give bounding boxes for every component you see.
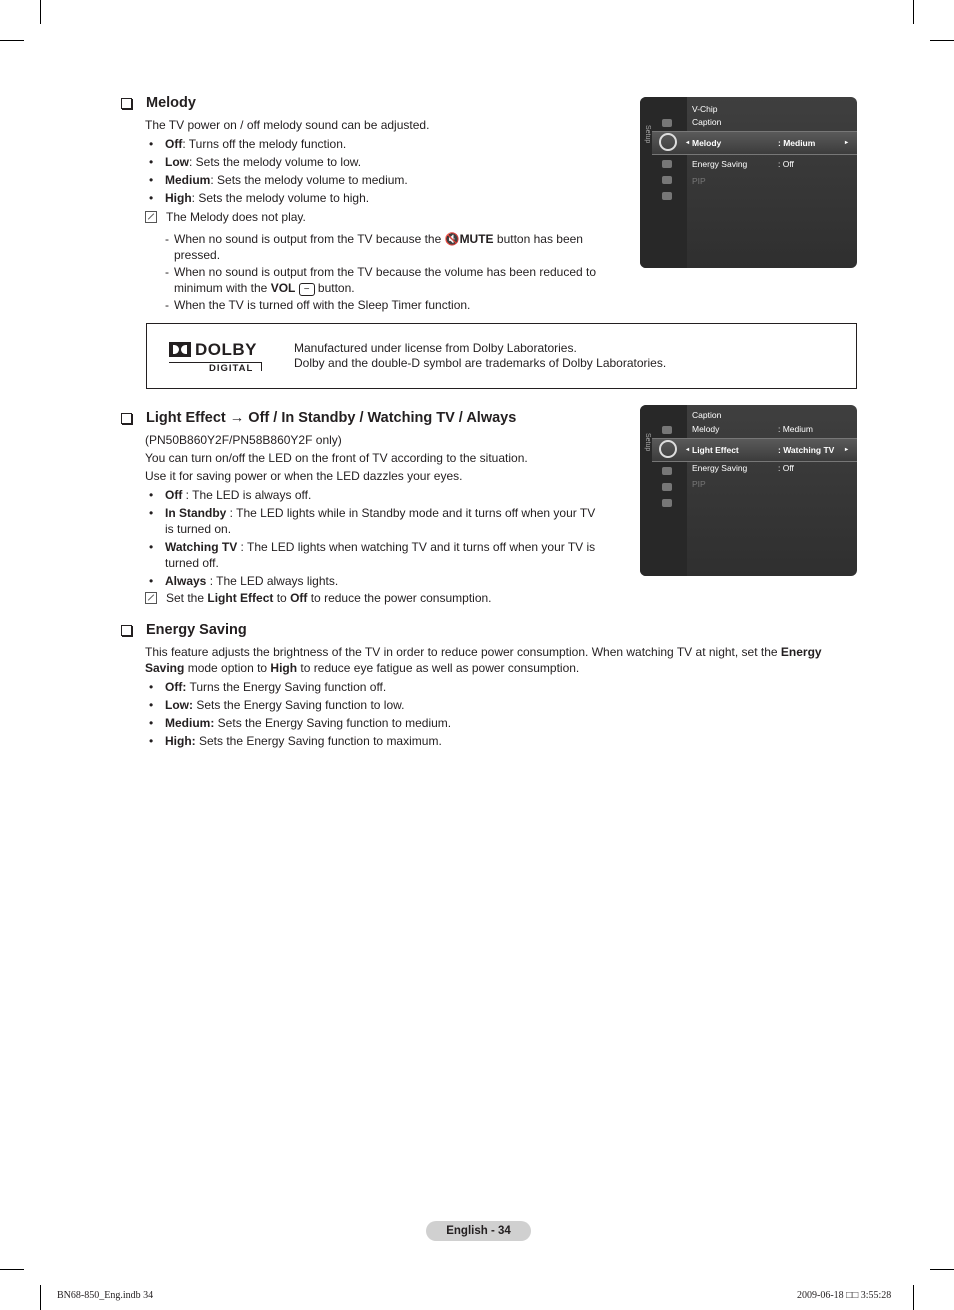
light-effect-desc-1: You can turn on/off the LED on the front of TV according to the situation. [145, 451, 528, 465]
list-item: • Off: Turns off the melody function. [145, 136, 408, 152]
list-item: • Off : The LED is always off. [145, 487, 607, 503]
checkbox-icon [121, 413, 132, 424]
melody-dash-item: - When no sound is output from the TV because the volume has been reduced to minimum with the VOL − button. [165, 265, 597, 295]
left-arrow-icon: ◂ [686, 140, 690, 146]
setup-gear-icon [659, 440, 677, 458]
menu-row-melody: ◂ Melody : Medium ▸ [652, 131, 857, 155]
melody-title: Melody [146, 95, 196, 111]
energy-saving-description: This feature adjusts the brightness of the TV in order to reduce power consumption. When watching TV at night, set the Energy Saving mode option to High to reduce eye fatigue as well as power consumption. [145, 645, 822, 675]
vol-minus-icon: − [299, 283, 315, 296]
light-effect-desc-2: Use it for saving power or when the LED dazzles your eyes. [145, 469, 463, 483]
crop-mark [0, 40, 24, 41]
light-effect-note: Set the Light Effect to Off to reduce the power consumption. [145, 591, 492, 605]
list-item: • Medium: Sets the Energy Saving function to medium. [145, 715, 451, 731]
list-item: • Always : The LED always lights. [145, 573, 607, 589]
input-icon [662, 467, 672, 475]
picture-icon [662, 426, 672, 434]
crop-mark [913, 1285, 914, 1310]
light-effect-title: Light Effect → Off / In Standby / Watching TV / Always [146, 410, 517, 426]
mute-icon: 🔇 [444, 232, 460, 246]
melody-dash-item: - When no sound is output from the TV because the 🔇MUTE button has been pressed. [165, 232, 583, 262]
setup-menu-screenshot [640, 97, 857, 268]
input-icon [662, 160, 672, 168]
menu-row-energy-saving: Energy Saving : Off [692, 463, 794, 473]
light-effect-options-list [145, 487, 607, 591]
setup-menu-screenshot [640, 405, 857, 576]
list-item: • Watching TV : The LED lights when watching TV and it turns off when your TV is turned off. [145, 539, 607, 571]
melody-note: The Melody does not play. [145, 210, 306, 224]
crop-mark [930, 1269, 954, 1270]
application-icon [662, 176, 672, 184]
list-item: • Low: Sets the melody volume to low. [145, 154, 408, 170]
print-timestamp: 2009-06-18 □□ 3:55:28 [797, 1290, 892, 1301]
dolby-license-box [146, 323, 857, 389]
list-item: • Medium: Sets the melody volume to medium. [145, 172, 408, 188]
file-name: BN68-850_Eng.indb 34 [57, 1290, 154, 1301]
menu-row-light-effect: ◂ Light Effect : Watching TV ▸ [652, 438, 857, 462]
crop-mark [0, 1269, 24, 1270]
menu-row-vchip: V-Chip [692, 104, 718, 114]
list-item: • Low: Sets the Energy Saving function to low. [145, 697, 451, 713]
application-icon [662, 483, 672, 491]
note-icon [145, 211, 157, 223]
melody-description: The TV power on / off melody sound can be adjusted. [145, 118, 430, 132]
dolby-line-2: Dolby and the double-D symbol are trademarks of Dolby Laboratories. [294, 356, 667, 370]
menu-row-pip: PIP [692, 479, 706, 489]
right-arrow-icon: ▸ [845, 447, 849, 453]
light-effect-heading [121, 410, 516, 426]
crop-mark [913, 0, 914, 24]
crop-mark [40, 1285, 41, 1310]
setup-label: Setup [644, 433, 651, 452]
checkbox-icon [121, 625, 132, 636]
checkbox-icon [121, 98, 132, 109]
left-arrow-icon: ◂ [686, 447, 690, 453]
menu-row-caption: Caption [692, 117, 722, 127]
melody-heading [121, 95, 196, 111]
light-effect-models: (PN50B860Y2F/PN58B860Y2F only) [145, 433, 342, 447]
support-icon [662, 499, 672, 507]
setup-label: Setup [644, 125, 651, 144]
menu-row-pip: PIP [692, 176, 706, 186]
right-arrow-icon: ▸ [845, 140, 849, 146]
menu-row-energy-saving: Energy Saving : Off [692, 159, 794, 169]
page-number: English - 34 [426, 1221, 531, 1241]
energy-saving-title: Energy Saving [146, 622, 247, 638]
dolby-line-1: Manufactured under license from Dolby Laboratories. [294, 341, 577, 355]
melody-options-list [145, 136, 408, 208]
support-icon [662, 192, 672, 200]
menu-row-caption: Caption [692, 410, 722, 420]
list-item: • In Standby : The LED lights while in Standby mode and it turns off when your TV is turned on. [145, 505, 607, 537]
list-item: • High: Sets the Energy Saving function to maximum. [145, 733, 451, 749]
setup-gear-icon [659, 133, 677, 151]
list-item: • High: Sets the melody volume to high. [145, 190, 408, 206]
list-item: • Off: Turns the Energy Saving function off. [145, 679, 451, 695]
picture-icon [662, 119, 672, 127]
menu-row-melody: Melody : Medium [692, 424, 813, 434]
energy-saving-heading [121, 622, 247, 638]
dolby-logo: DOLBY DIGITAL [169, 340, 264, 372]
crop-mark [40, 0, 41, 24]
crop-mark [930, 40, 954, 41]
energy-saving-options-list [145, 679, 451, 751]
note-icon [145, 592, 157, 604]
melody-dash-item: - When the TV is turned off with the Sleep Timer function. [165, 298, 471, 312]
